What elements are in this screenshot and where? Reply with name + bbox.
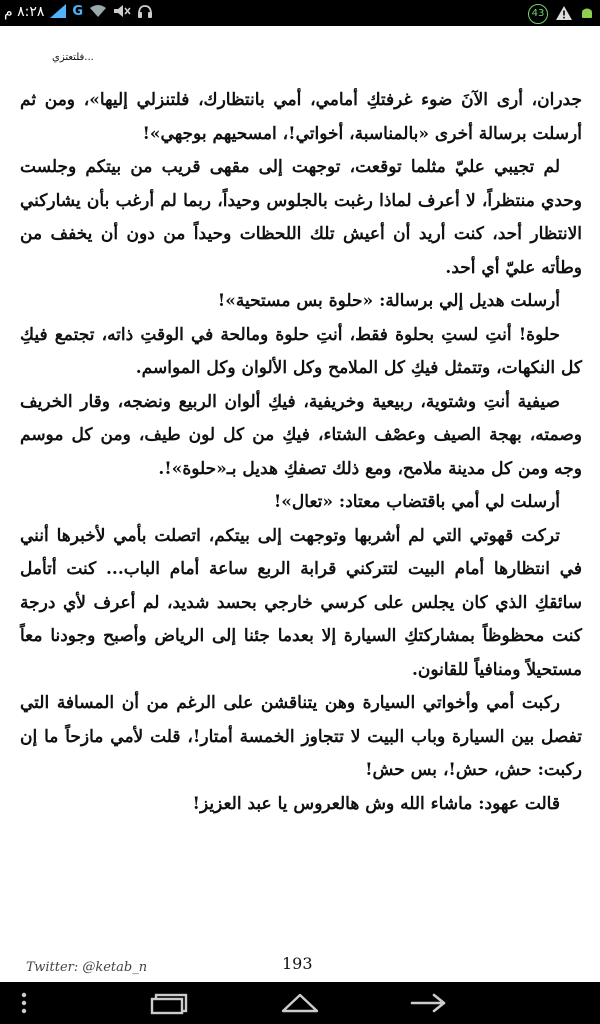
recent-apps-icon[interactable] — [150, 991, 190, 1019]
home-icon[interactable] — [280, 991, 320, 1019]
status-bar — [0, 0, 600, 26]
paragraph: صيفية أنتِ وشتوية، ربيعية وخريفية، فيكِ ألوان الربيع ونضجه، وقار الخريف وصمته، بهجة الصيف وعصْف الشتاء، فيكِ من كل لون طيف، ومن كل موسم وجه ومن كل مدينة ملامح، ومع ذلك تصفكِ هديل بـ«حلوة»!. — [20, 391, 582, 479]
paragraph: حلوة! أنتِ لستِ بحلوة فقط، أنتِ حلوة ومالحة في الوقتِ ذاته، تجتمع فيكِ كل النكهات، وتتمثل فيكِ كل الملامح وكل الألوان وكل المواسم. — [20, 324, 582, 378]
page-number: 193 — [282, 954, 313, 973]
mute-icon — [113, 4, 131, 20]
android-icon — [580, 6, 594, 22]
headphones-icon — [137, 4, 153, 20]
running-head: فلتعتزي... — [52, 52, 94, 63]
paragraph: قالت عهود: ماشاء الله وش هالعروس يا عبد العزيز! — [192, 793, 560, 814]
menu-dots-icon[interactable] — [18, 991, 30, 1019]
paragraph: لم تجيبي عليّ مثلما توقعت، توجهت إلى مقهى قريب من بيتكم وجلست وحدي منتظراً، لا أعرف لماذا رغبت بالجلوس وحيداً، ربما لم أرغب بأن يشاركني الانتظار أحد، كنت أريد أن أعيش تلك اللحظات وحيداً من دون أن يخفف من وطأته عليّ أي أحد. — [20, 157, 582, 278]
back-icon[interactable] — [408, 991, 448, 1019]
book-page[interactable] — [0, 26, 600, 982]
paragraph: ركبت أمي وأخواتي السيارة وهن يتناقشن على الرغم من أن المسافة التي تفصل بين السيارة وباب البيت لا تتجاوز الخمسة أمتار!، قلت لأمي مازحاً ما إن ركبت: حش، حش!، بس حش! — [20, 693, 582, 780]
signal-icon — [50, 4, 66, 20]
network-type: G — [72, 4, 84, 19]
paragraph: جدران، أرى الآنَ ضوء غرفتكِ أمامي، أمي بانتظارك، فلتنزلي إليها»، ومن ثم أرسلت برسالة أخرى «بالمناسبة، أخواتي!، امسحيهم بوجهي»! — [20, 90, 582, 144]
paragraph: أرسلت لي أمي باقتضاب معتاد: «تعال»! — [273, 492, 560, 512]
warning-icon — [556, 6, 572, 22]
clock: ٨:٢٨ م — [4, 4, 45, 20]
paragraph: تركت قهوتي التي لم أشربها وتوجهت إلى بيتكم، اتصلت بأمي لأخبرها أنني في انتظارها أمام البيت لتتركني قرابة الربع ساعة أمام الباب... كنت أتأمل سائقكِ الذي كان يجلس على كرسي خارجي بحسد شديد، لم أعرف لأي درجة كنت محظوظاً بمشاركتكِ السيارة إلا بعدما جئنا إلى الرياض وأصبح وجودنا معاً مستحيلاً ومنافياً للقانون. — [20, 525, 582, 680]
paragraph: أرسلت هديل إلي برسالة: «حلوة بس مستحية»! — [217, 291, 560, 311]
page-body-text — [20, 84, 582, 821]
navigation-bar — [0, 982, 600, 1024]
wifi-icon — [89, 4, 107, 20]
battery-level-badge: 43 — [528, 4, 548, 24]
footer-twitter-handle: Twitter: @ketab_n — [26, 960, 148, 975]
